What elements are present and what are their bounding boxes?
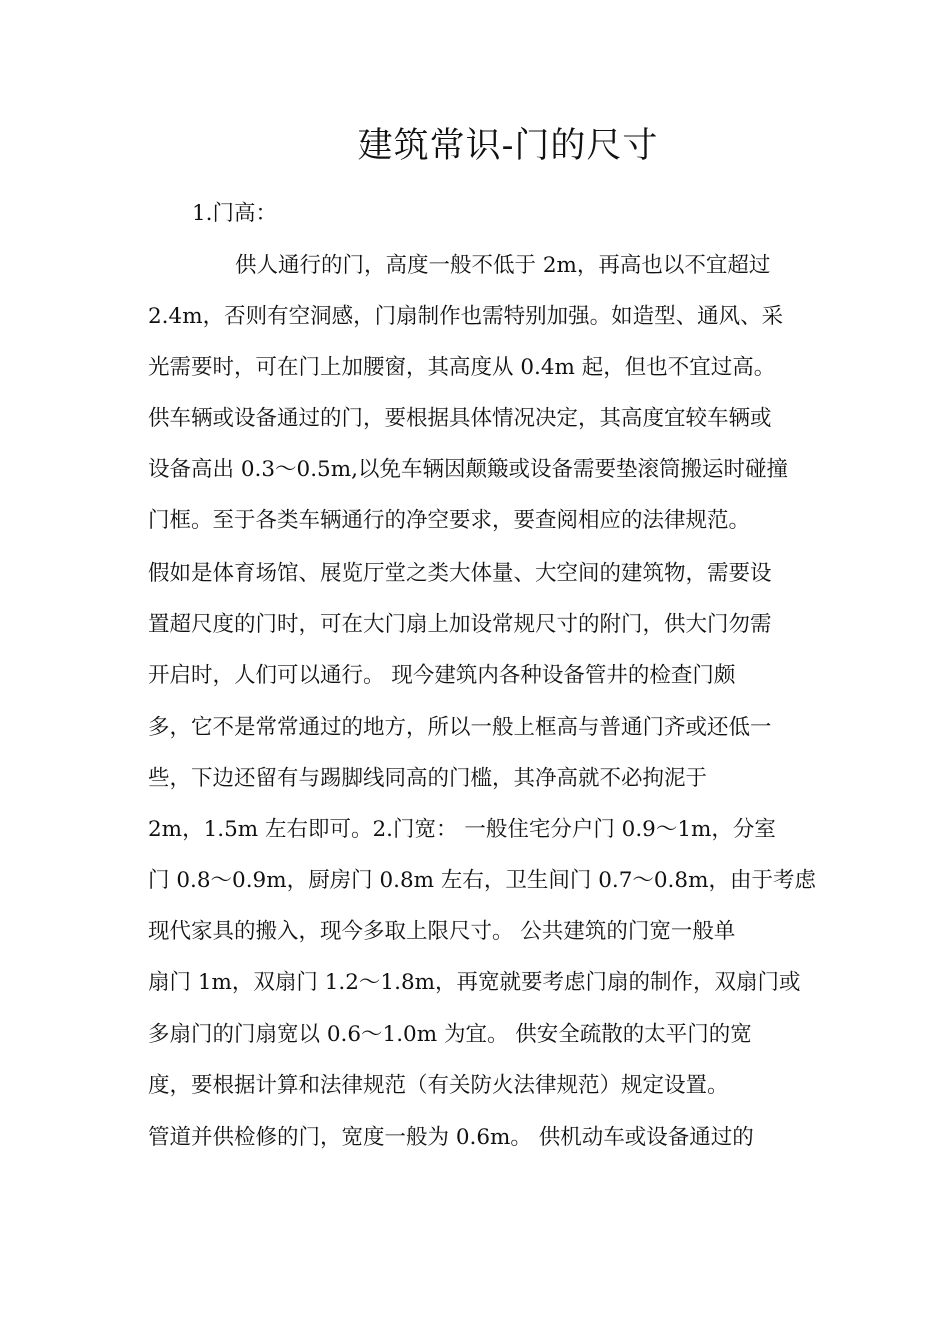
paragraph-line: 供车辆或设备通过的门，要根据具体情况决定，其高度宜较车辆或 — [148, 406, 772, 431]
paragraph-line: 门 0.8～0.9m，厨房门 0.8m 左右，卫生间门 0.7～0.8m，由于考虑 — [148, 868, 816, 893]
paragraph-line: 设备高出 0.3～0.5m,以免车辆因颠簸或设备需要垫滚筒搬运时碰撞 — [148, 457, 788, 482]
paragraph-line: 管道并供检修的门，宽度一般为 0.6m。 供机动车或设备通过的 — [148, 1125, 754, 1150]
paragraph-line: 开启时，人们可以通行。 现今建筑内各种设备管井的检查门颇 — [148, 663, 736, 688]
paragraph-line: 多，它不是常常通过的地方，所以一般上框高与普通门齐或还低一 — [148, 715, 772, 740]
paragraph-line: 扇门 1m，双扇门 1.2～1.8m，再宽就要考虑门扇的制作，双扇门或 — [148, 970, 801, 995]
document-title: 建筑常识-门的尺寸 — [357, 126, 659, 166]
paragraph-line: 2m，1.5m 左右即可。2.门宽： 一般住宅分户门 0.9～1m，分室 — [148, 817, 776, 842]
paragraph-line: 2.4m，否则有空洞感，门扇制作也需特别加强。如造型、通风、采 — [148, 304, 784, 329]
paragraph-line: 现代家具的搬入，现今多取上限尺寸。 公共建筑的门宽一般单 — [148, 919, 736, 944]
paragraph-line: 光需要时，可在门上加腰窗，其高度从 0.4m 起，但也不宜过高。 — [148, 355, 776, 380]
paragraph-line: 多扇门的门扇宽以 0.6～1.0m 为宜。 供安全疏散的太平门的宽 — [148, 1022, 752, 1047]
heading-door-height: 1.门高： — [192, 201, 278, 226]
paragraph-line: 门框。至于各类车辆通行的净空要求，要查阅相应的法律规范。 — [148, 508, 751, 533]
paragraph-line: 供人通行的门，高度一般不低于 2m，再高也以不宜超过 — [235, 253, 771, 278]
paragraph-line: 假如是体育场馆、展览厅堂之类大体量、大空间的建筑物，需要设 — [148, 561, 772, 586]
paragraph-line: 度，要根据计算和法律规范（有关防火法律规范）规定设置。 — [148, 1073, 729, 1098]
paragraph-line: 置超尺度的门时，可在大门扇上加设常规尺寸的附门，供大门勿需 — [148, 612, 772, 637]
paragraph-line: 些，下边还留有与踢脚线同高的门槛，其净高就不必拘泥于 — [148, 766, 708, 791]
